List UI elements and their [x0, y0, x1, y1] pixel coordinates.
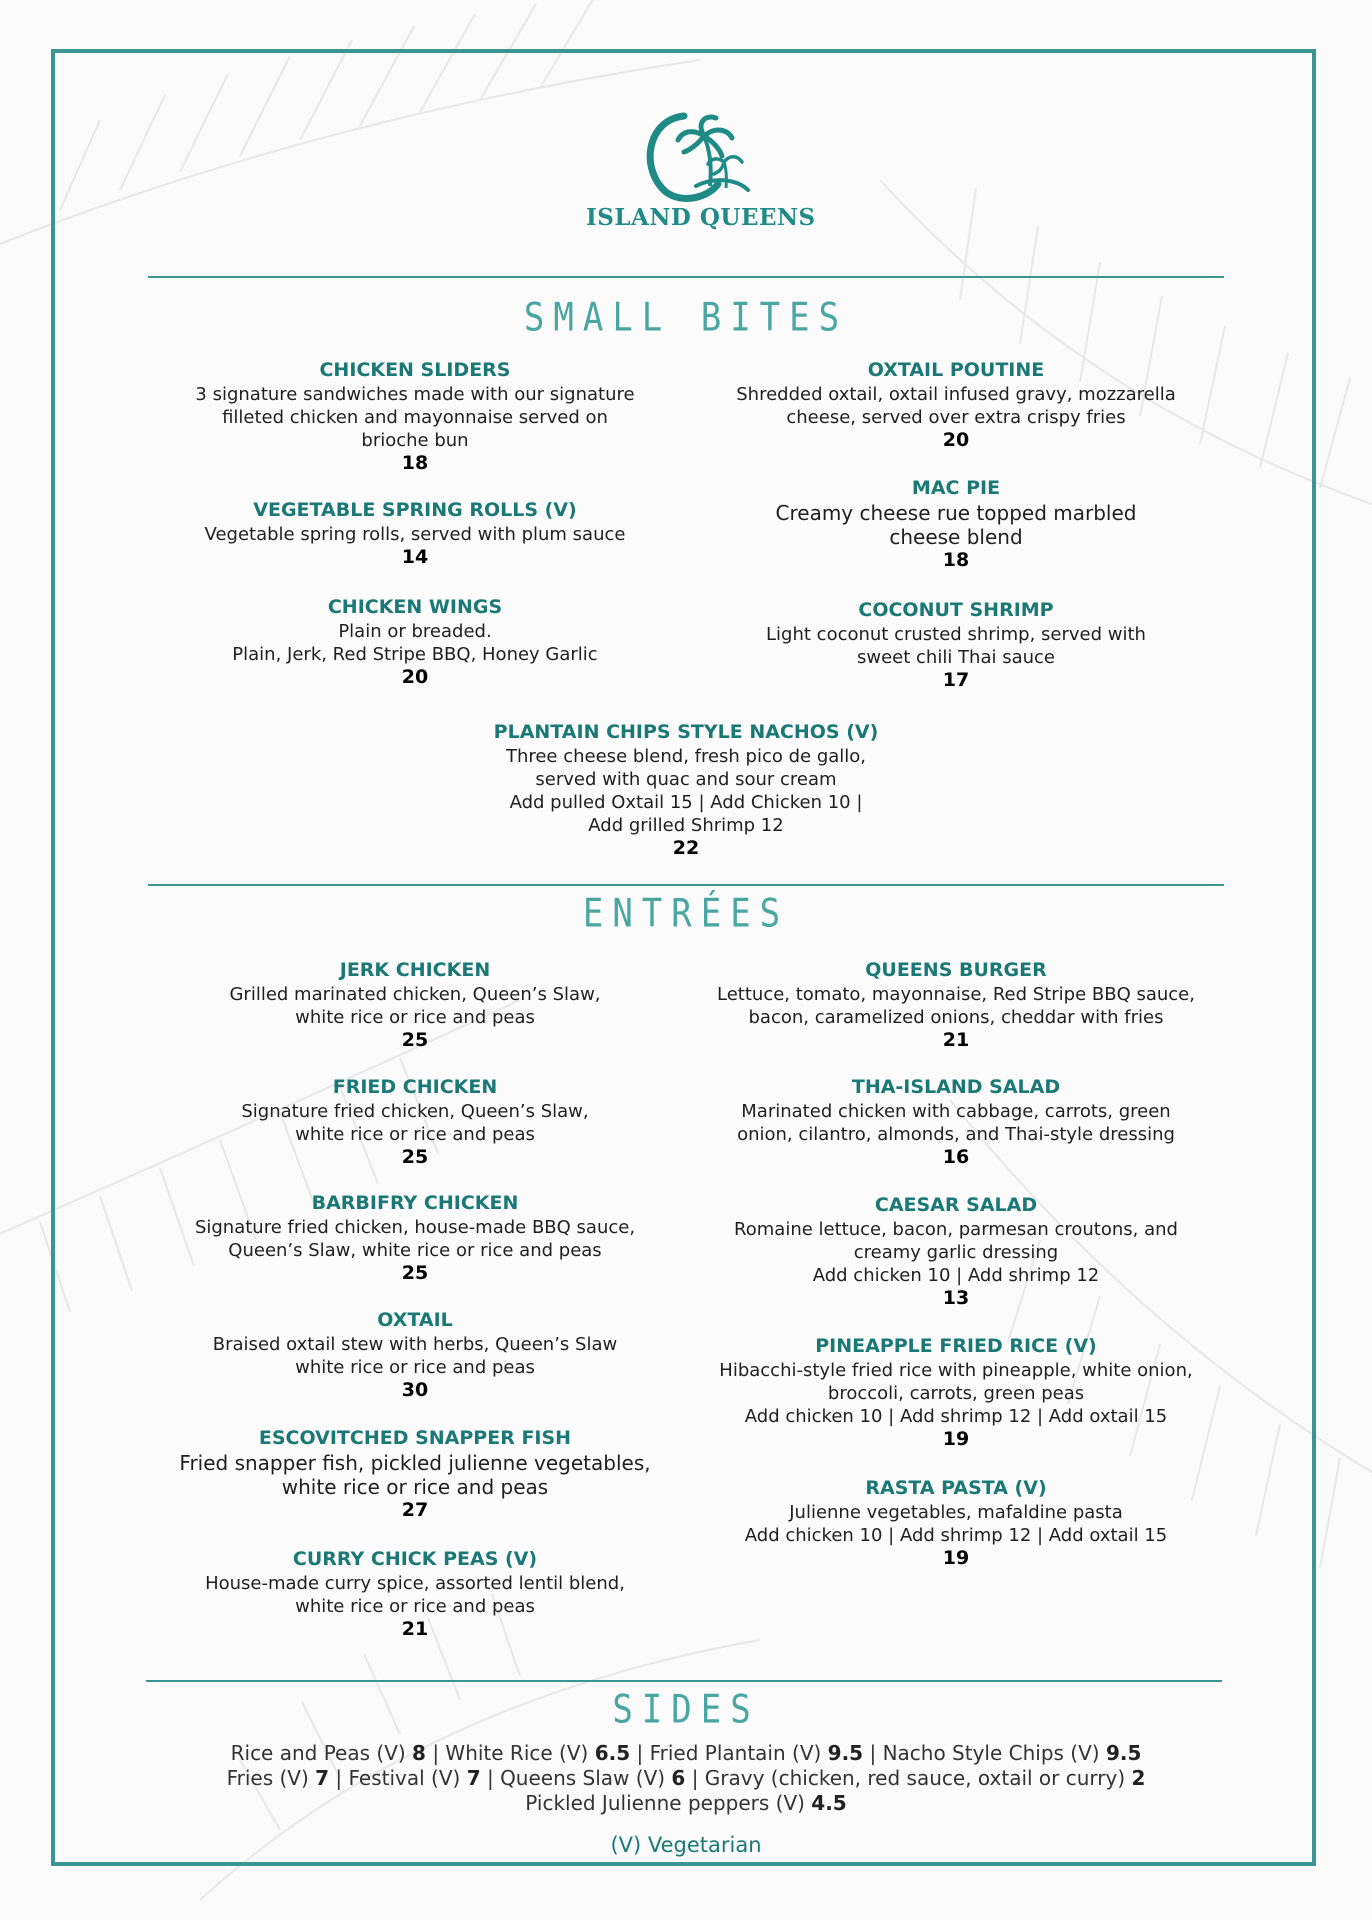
item-name: OXTAIL — [377, 1309, 453, 1331]
item-name: BARBIFRY CHICKEN — [311, 1192, 519, 1214]
item-name: CAESAR SALAD — [874, 1194, 1038, 1216]
item-description: Light coconut crusted shrimp, served with sweet chili Thai sauce — [766, 624, 1146, 668]
item-description: Vegetable spring rolls, served with plum sauce — [204, 524, 626, 545]
sides-line — [186, 1791, 1186, 1816]
section-title-sides: SIDES — [612, 1687, 760, 1733]
sides-list — [186, 1741, 1186, 1816]
item-name: QUEENS BURGER — [865, 959, 1047, 981]
item-name: COCONUT SHRIMP — [858, 599, 1054, 621]
menu-item — [436, 720, 936, 860]
menu-item — [706, 1075, 1206, 1169]
item-price: 17 — [942, 669, 970, 691]
item-name: OXTAIL POUTINE — [867, 359, 1045, 381]
item-price: 19 — [942, 1547, 970, 1569]
side-label: White Rice (V) — [445, 1741, 589, 1765]
item-description: Signature fried chicken, Queen’s Slaw, white rice or rice and peas — [241, 1101, 589, 1145]
menu-item — [165, 1075, 665, 1169]
item-name: JERK CHICKEN — [339, 959, 491, 981]
brand-name: ISLAND QUEENS — [586, 204, 816, 231]
item-name: CHICKEN SLIDERS — [319, 359, 511, 381]
side-label: Queens Slaw (V) — [500, 1766, 666, 1790]
item-description: Braised oxtail stew with herbs, Queen’s Slaw white rice or rice and peas — [212, 1334, 618, 1378]
menu-item — [165, 1191, 665, 1285]
menu-item — [165, 1426, 665, 1522]
menu-item — [165, 1308, 665, 1402]
item-name: CURRY CHICK PEAS (V) — [292, 1548, 538, 1570]
side-price: 7 — [466, 1766, 481, 1790]
item-name: FRIED CHICKEN — [332, 1076, 498, 1098]
item-price: 25 — [401, 1262, 429, 1284]
menu-item — [706, 1193, 1206, 1310]
item-price: 14 — [401, 546, 429, 568]
menu-item — [706, 598, 1206, 692]
item-price: 19 — [942, 1428, 970, 1450]
menu-item — [165, 595, 665, 689]
divider — [148, 884, 1224, 886]
item-price: 16 — [942, 1146, 970, 1168]
menu-item — [165, 498, 665, 569]
menu-item — [706, 476, 1206, 572]
side-label: Festival (V) — [348, 1766, 461, 1790]
item-description: Grilled marinated chicken, Queen’s Slaw, white rice or rice and peas — [229, 984, 601, 1028]
side-label: Fried Plantain (V) — [649, 1741, 822, 1765]
section-title-small-bites: SMALL BITES — [523, 295, 849, 341]
item-price: 27 — [401, 1499, 429, 1521]
logo — [586, 106, 816, 238]
item-name: THA-ISLAND SALAD — [851, 1076, 1061, 1098]
side-label: Rice and Peas (V) — [230, 1741, 406, 1765]
item-price: 21 — [942, 1029, 970, 1051]
menu-item — [706, 1334, 1206, 1451]
item-description: Signature fried chicken, house-made BBQ sauce, Queen’s Slaw, white rice or rice and peas — [194, 1217, 636, 1261]
item-price: 13 — [942, 1287, 970, 1309]
item-price: 18 — [942, 549, 970, 571]
item-price: 20 — [942, 429, 970, 451]
item-description: Marinated chicken with cabbage, carrots, green onion, cilantro, almonds, and Thai-style dressing — [737, 1101, 1175, 1145]
side-label: Fries (V) — [226, 1766, 309, 1790]
item-price: 25 — [401, 1029, 429, 1051]
item-price: 18 — [401, 452, 429, 474]
item-name: VEGETABLE SPRING ROLLS (V) — [253, 499, 577, 521]
section-title-entrees: ENTRÉES — [582, 891, 790, 937]
item-description: Creamy cheese rue topped marbled cheese blend — [775, 501, 1137, 549]
menu-item — [706, 358, 1206, 452]
item-description: Shredded oxtail, oxtail infused gravy, mozzarella cheese, served over extra crispy fries — [736, 384, 1176, 428]
item-description: Plain or breaded. Plain, Jerk, Red Stripe BBQ, Honey Garlic — [232, 621, 598, 665]
divider — [148, 276, 1224, 278]
side-price: 7 — [315, 1766, 330, 1790]
menu-item — [706, 1476, 1206, 1570]
item-name: RASTA PASTA (V) — [865, 1477, 1047, 1499]
item-description: Lettuce, tomato, mayonnaise, Red Stripe BBQ sauce, bacon, caramelized onions, cheddar with fries — [717, 984, 1195, 1028]
divider — [146, 1680, 1222, 1682]
menu-item — [706, 958, 1206, 1052]
sides-line: Rice and Peas (V) 8 | White Rice (V) 6.5 | Fried Plantain (V) 9.5 | Nacho Style Chips (V) 9.5 — [230, 1741, 1142, 1765]
item-name: MAC PIE — [911, 477, 1001, 499]
side-price: 4.5 — [811, 1791, 847, 1815]
item-price: 21 — [401, 1618, 429, 1640]
item-price: 20 — [401, 666, 429, 688]
item-price: 25 — [401, 1146, 429, 1168]
item-name: CHICKEN WINGS — [327, 596, 503, 618]
side-price: 2 — [1131, 1766, 1146, 1790]
side-price: 8 — [412, 1741, 426, 1765]
menu-item — [165, 358, 665, 475]
item-price: 30 — [401, 1379, 429, 1401]
item-name: PINEAPPLE FRIED RICE (V) — [815, 1335, 1097, 1357]
item-description: Julienne vegetables, mafaldine pasta Add chicken 10 | Add shrimp 12 | Add oxtail 15 — [744, 1502, 1168, 1546]
menu-item — [165, 1547, 665, 1641]
side-label: Pickled Julienne peppers (V) — [525, 1791, 805, 1815]
sides-line: Fries (V) 7 | Festival (V) 7 | Queens Slaw (V) 6 | Gravy (chicken, red sauce, oxtail or curry) 2 — [226, 1766, 1146, 1790]
item-name: ESCOVITCHED SNAPPER FISH — [258, 1427, 572, 1449]
side-price: 9.5 — [1105, 1741, 1142, 1765]
item-description: Fried snapper fish, pickled julienne vegetables, white rice or rice and peas — [179, 1451, 651, 1499]
side-price: 9.5 — [827, 1741, 864, 1765]
side-price: 6.5 — [594, 1741, 631, 1765]
menu-item — [165, 958, 665, 1052]
item-description: Three cheese blend, fresh pico de gallo, served with quac and sour cream Add pulled Oxtail 15 | Add Chicken 10 | Add grilled Shrimp 12 — [505, 746, 867, 836]
side-price: 6 — [671, 1766, 686, 1790]
side-label: Nacho Style Chips (V) — [882, 1741, 1100, 1765]
item-price: 22 — [672, 837, 700, 859]
palm-tree-logo-icon — [626, 106, 756, 202]
item-description: House-made curry spice, assorted lentil blend, white rice or rice and peas — [205, 1573, 625, 1617]
item-description: Hibacchi-style fried rice with pineapple, white onion, broccoli, carrots, green peas Add chicken 10 | Add shrimp 12 | Add oxtail 15 — [719, 1360, 1193, 1427]
item-name: PLANTAIN CHIPS STYLE NACHOS (V) — [493, 721, 879, 743]
vegetarian-legend: (V) Vegetarian — [610, 1833, 762, 1857]
item-description: Romaine lettuce, bacon, parmesan croutons, and creamy garlic dressing Add chicken 10 | Add shrimp 12 — [734, 1219, 1178, 1286]
side-label: Gravy (chicken, red sauce, oxtail or curry) — [704, 1766, 1126, 1790]
item-description: 3 signature sandwiches made with our signature filleted chicken and mayonnaise served on brioche bun — [195, 384, 635, 451]
